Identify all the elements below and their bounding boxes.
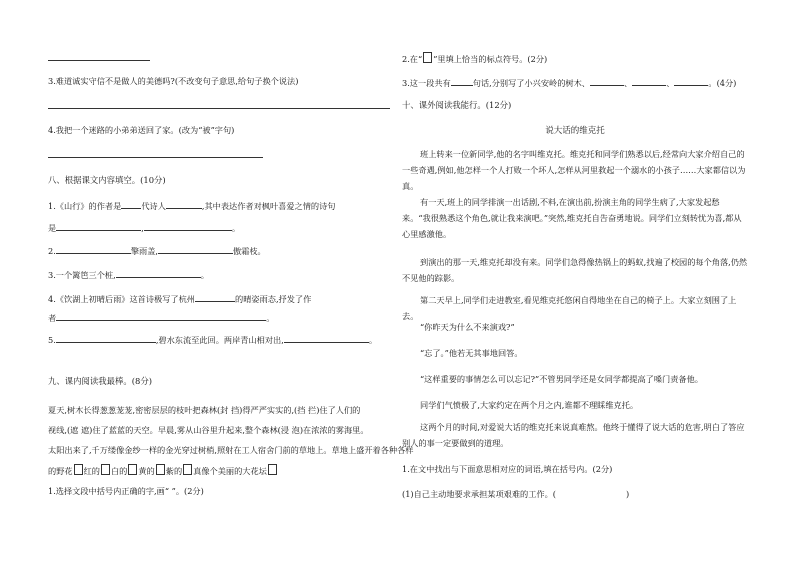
punctuation-box[interactable] bbox=[101, 464, 110, 475]
fill-blank[interactable] bbox=[195, 293, 235, 302]
fill-blank[interactable] bbox=[674, 77, 708, 86]
answer-line[interactable] bbox=[48, 60, 150, 61]
fill-blank[interactable] bbox=[116, 269, 201, 278]
punctuation-box[interactable] bbox=[156, 464, 165, 475]
fill-blank[interactable] bbox=[144, 222, 232, 231]
fill-blank[interactable] bbox=[56, 245, 131, 254]
section-8-question-3: 3.一个篱笆三个桩, 。 bbox=[48, 270, 209, 280]
fill-blank[interactable] bbox=[166, 200, 202, 209]
section-8-question-4: 4.《饮湖上初晴后雨》这首诗极写了杭州 的晴姿雨态,抒发了作 bbox=[48, 294, 312, 304]
section-8-question-2: 2. 擎雨盖, 傲霜枝。 bbox=[48, 246, 266, 256]
passage-line-1: 夏天,树木长得葱葱茏茏,密密层层的枝叶把森林(封 挡)得严严实实的,(挡 拦)住了人们的 bbox=[48, 405, 361, 415]
question-3-text: 3.难道诚实守信不是做人的美德吗?(不改变句子意思,给句子换个说法) bbox=[48, 76, 299, 86]
punctuation-box[interactable] bbox=[423, 52, 432, 63]
answer-line[interactable] bbox=[48, 157, 263, 158]
answer-line[interactable] bbox=[48, 108, 390, 109]
section-10-question-1: 1.在文中找出与下面意思相对应的词语,填在括号内。(2分) bbox=[402, 464, 613, 474]
story-paragraph-8: 同学们气愤极了,大家约定在两个月之内,谁都不理睬维克托。 bbox=[420, 400, 639, 410]
section-8-question-1: 1.《山行》的作者是 代诗人 ,其中表达作者对枫叶喜爱之情的诗句 bbox=[48, 201, 336, 211]
punctuation-box[interactable] bbox=[128, 464, 137, 475]
passage-line-3: 太阳出来了,千万缕像金纱一样的金光穿过树梢,照射在工人宿舍门前的草地上。草地上盛开着各种各样 bbox=[48, 445, 414, 455]
fill-blank[interactable] bbox=[56, 312, 266, 321]
fill-blank[interactable] bbox=[284, 334, 369, 343]
section-9-question-1: 1.选择文段中括号内正确的字,画“ ”。(2分) bbox=[48, 486, 204, 496]
passage-line-4: 的野花 红的 白的 黄的 紫的 真像个美丽的大花坛 bbox=[48, 464, 278, 477]
story-paragraph-7: “这样重要的事情怎么可以忘记?”不管男同学还是女同学都提高了嗓门责备他。 bbox=[420, 374, 703, 384]
fill-blank[interactable] bbox=[56, 334, 156, 343]
fill-blank[interactable] bbox=[590, 77, 624, 86]
fill-blank[interactable] bbox=[451, 77, 473, 86]
story-paragraph-5: “你昨天为什么不来演戏?” bbox=[420, 322, 515, 332]
section-8-question-5: 5. ,碧水东流至此回。两岸青山相对出, 。 bbox=[48, 335, 378, 345]
fill-blank[interactable] bbox=[632, 77, 666, 86]
section-8-question-1-cont: 是 , 。 bbox=[48, 223, 241, 233]
story-paragraph-3: 到演出的那一天,维克托却没有来。同学们急得像热锅上的蚂蚁,找遍了校园的每个角落,仍然不见他的踪影。 bbox=[402, 257, 748, 283]
right-question-2: 2.在“ ”里填上恰当的标点符号。(2分) bbox=[402, 54, 548, 64]
story-title: 说大话的维克托 bbox=[545, 126, 605, 136]
punctuation-box[interactable] bbox=[183, 464, 192, 475]
section-9-title: 九、课内阅读我最棒。(8分) bbox=[48, 376, 152, 386]
section-10-title: 十、课外阅读我能行。(12分) bbox=[402, 100, 512, 110]
fill-blank[interactable] bbox=[158, 245, 233, 254]
question-4-text: 4.我把一个迷路的小弟弟送回了家。(改为“被”字句) bbox=[48, 125, 235, 135]
story-paragraph-9: 这两个月的时间,对爱说大话的维克托来说真难熬。他终于懂得了说大话的危害,明白了答应别人的事一定要做到的道理。 bbox=[402, 422, 745, 448]
right-question-3: 3.这一段共有 句话,分别写了小兴安岭的树木、 、 、 。(4分) bbox=[402, 78, 737, 88]
fill-blank[interactable] bbox=[56, 222, 141, 231]
story-paragraph-6: “忘了。”他若无其事地回答。 bbox=[420, 348, 523, 358]
fill-blank[interactable] bbox=[121, 200, 141, 209]
section-10-question-1-item-1: (1)自己主动地要求承担某项艰难的工作。( ) bbox=[402, 489, 630, 499]
section-8-question-4-cont: 者 。 bbox=[48, 313, 275, 323]
story-paragraph-2: 有一天,班上的同学排演一出话剧,不料,在演出前,扮演主角的同学生病了,大家发起愁来。“我很熟悉这个角色,就让我来演吧。”突然,维克托自告奋勇地说。同学们立刻转忧为喜,都从心里感激他。 bbox=[402, 197, 742, 239]
story-paragraph-1: 班上转来一位新同学,他的名字叫维克托。维克托和同学们熟悉以后,经常向大家介绍自己的一些奇遇,例如,他怎样一个人打败一个坏人,怎样从河里救起一个溺水的小孩子……大家都信以为真。 bbox=[402, 149, 746, 191]
passage-line-2: 视线,(遮 遮)住了蓝蓝的天空。早晨,雾从山谷里升起来,整个森林(浸 泡)在浓浓的雾海里。 bbox=[48, 425, 369, 435]
section-8-title: 八、根据课文内容填空。(10分) bbox=[48, 175, 166, 185]
punctuation-box[interactable] bbox=[268, 464, 277, 475]
punctuation-box[interactable] bbox=[74, 464, 83, 475]
story-paragraph-4: 第二天早上,同学们走进教室,看见维克托悠闲自得地坐在自己的椅子上。大家立刻围了上去。 bbox=[402, 295, 737, 321]
